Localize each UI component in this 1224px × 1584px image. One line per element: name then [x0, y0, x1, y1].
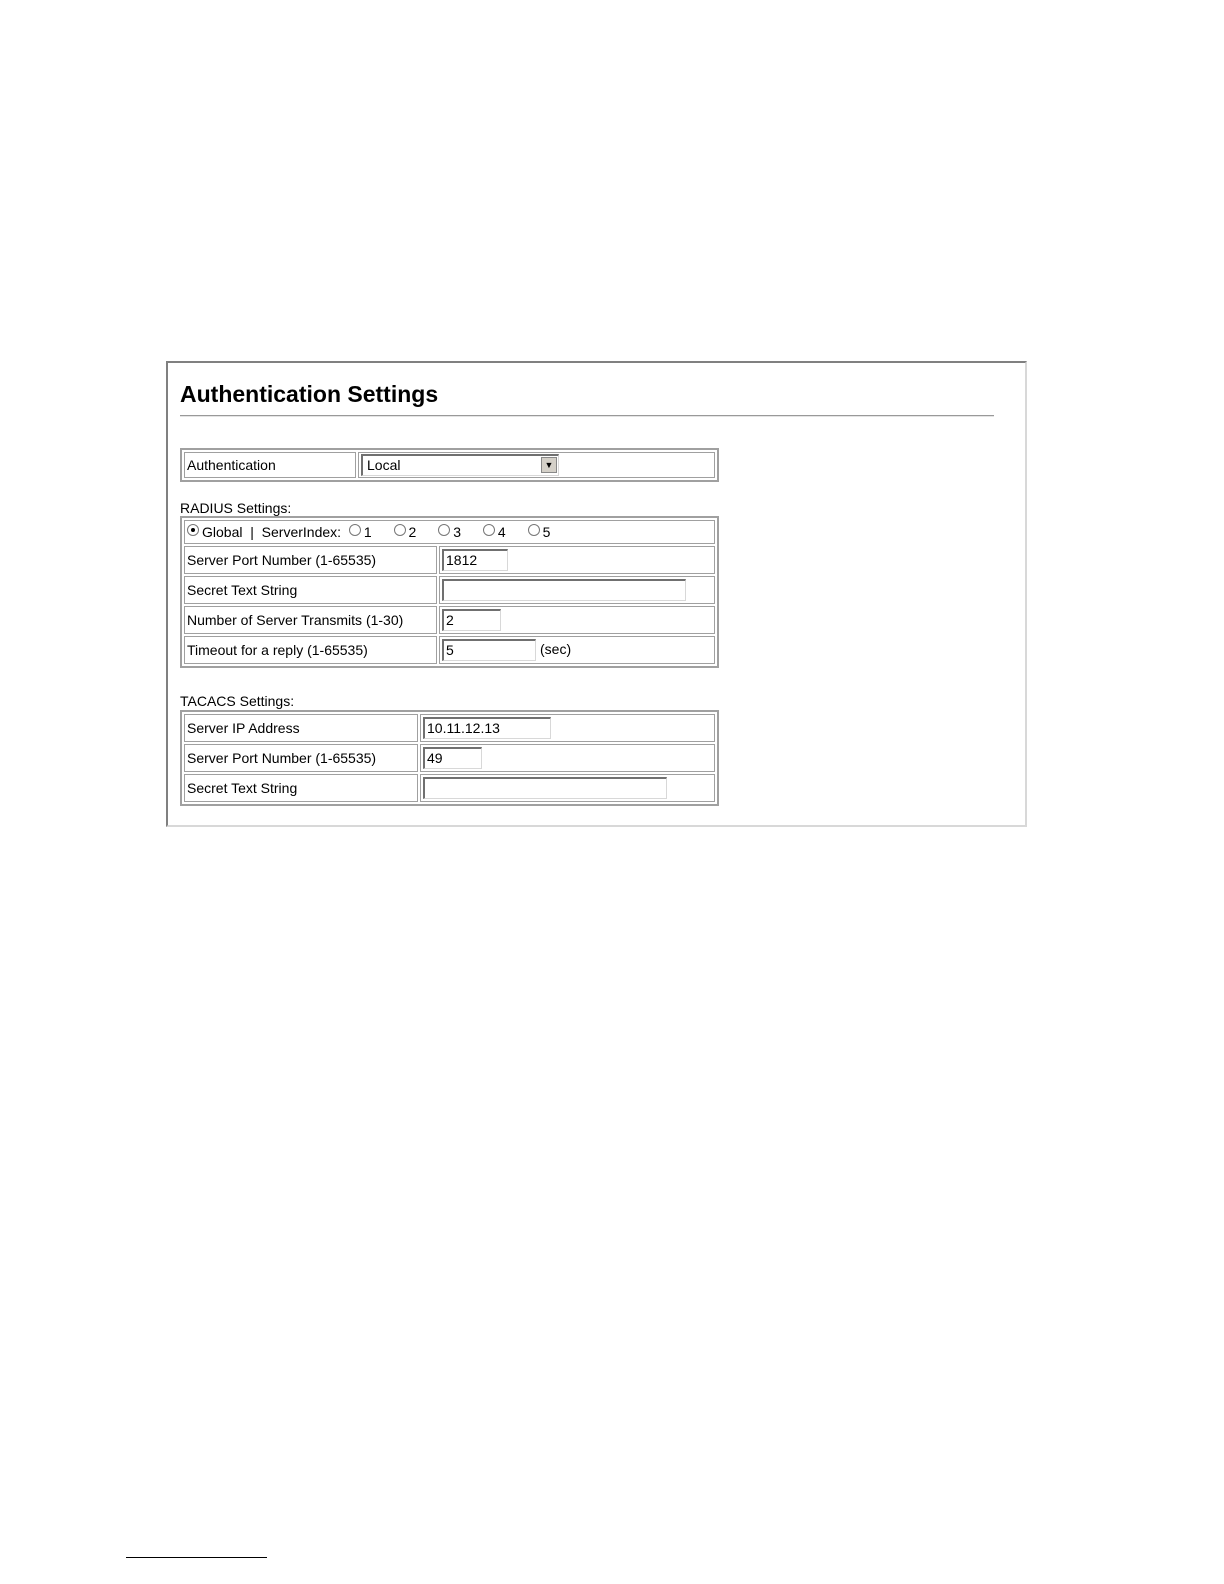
radius-transmits-input[interactable]: 2 — [442, 609, 501, 631]
radio-global-label: Global — [202, 524, 243, 540]
chevron-down-icon[interactable]: ▼ — [541, 457, 557, 473]
authentication-select[interactable] — [361, 454, 559, 476]
tacacs-server-port-row — [184, 744, 715, 772]
authentication-select-value: Local — [367, 457, 401, 473]
authentication-table — [180, 448, 719, 482]
radio-server-index-5[interactable] — [528, 524, 540, 536]
tacacs-secret-cell — [420, 774, 715, 802]
radius-server-port-row — [184, 546, 715, 574]
radio-server-index-1-label: 1 — [363, 524, 372, 540]
radius-server-port-input[interactable]: 1812 — [442, 549, 508, 571]
page-title: Authentication Settings — [180, 381, 439, 407]
radio-server-index-3[interactable] — [438, 524, 450, 536]
radius-secret-row — [184, 576, 715, 604]
tacacs-ip-label: Server IP Address — [184, 714, 418, 742]
radius-timeout-input[interactable]: 5 — [442, 639, 536, 661]
tacacs-section-label: TACACS Settings: — [180, 693, 295, 709]
radius-scope-row — [184, 520, 715, 544]
authentication-select-cell — [358, 452, 715, 478]
tacacs-server-port-cell — [420, 744, 715, 772]
radius-scope-cell — [184, 520, 715, 544]
scope-separator: | — [250, 524, 254, 540]
tacacs-ip-row — [184, 714, 715, 742]
radio-server-index-3-label: 3 — [453, 524, 461, 540]
radius-section-label: RADIUS Settings: — [180, 500, 292, 516]
radio-server-index-4-label: 4 — [497, 524, 506, 540]
radius-secret-label: Secret Text String — [184, 576, 437, 604]
title-divider — [180, 415, 994, 417]
tacacs-settings-table — [180, 710, 719, 806]
radio-server-index-2[interactable] — [394, 524, 406, 536]
radio-global[interactable] — [187, 524, 199, 536]
radius-timeout-cell — [439, 636, 715, 664]
tacacs-secret-input[interactable] — [423, 777, 667, 799]
radius-secret-input[interactable] — [442, 579, 686, 601]
radio-server-index-1[interactable] — [349, 524, 361, 536]
radius-server-port-label: Server Port Number (1-65535) — [184, 546, 437, 574]
radius-secret-cell — [439, 576, 715, 604]
authentication-label: Authentication — [184, 452, 356, 478]
radio-server-index-5-label: 5 — [542, 524, 551, 540]
tacacs-server-port-label: Server Port Number (1-65535) — [184, 744, 418, 772]
radius-settings-table — [180, 516, 719, 668]
tacacs-secret-row — [184, 774, 715, 802]
authentication-row — [184, 452, 715, 478]
radius-timeout-row — [184, 636, 715, 664]
radius-server-port-cell — [439, 546, 715, 574]
radius-transmits-row — [184, 606, 715, 634]
server-index-label: ServerIndex: — [261, 524, 342, 540]
radius-transmits-label: Number of Server Transmits (1-30) — [184, 606, 437, 634]
radio-server-index-2-label: 2 — [408, 524, 417, 540]
footnote-divider — [126, 1557, 267, 1558]
radius-transmits-cell — [439, 606, 715, 634]
radio-server-index-4[interactable] — [483, 524, 495, 536]
tacacs-ip-input[interactable]: 10.11.12.13 — [423, 717, 551, 739]
tacacs-ip-cell — [420, 714, 715, 742]
tacacs-secret-label: Secret Text String — [184, 774, 418, 802]
radius-timeout-unit: (sec) — [540, 640, 572, 657]
radius-timeout-label: Timeout for a reply (1-65535) — [184, 636, 437, 664]
authentication-settings-panel — [166, 361, 1027, 827]
tacacs-server-port-input[interactable]: 49 — [423, 747, 482, 769]
